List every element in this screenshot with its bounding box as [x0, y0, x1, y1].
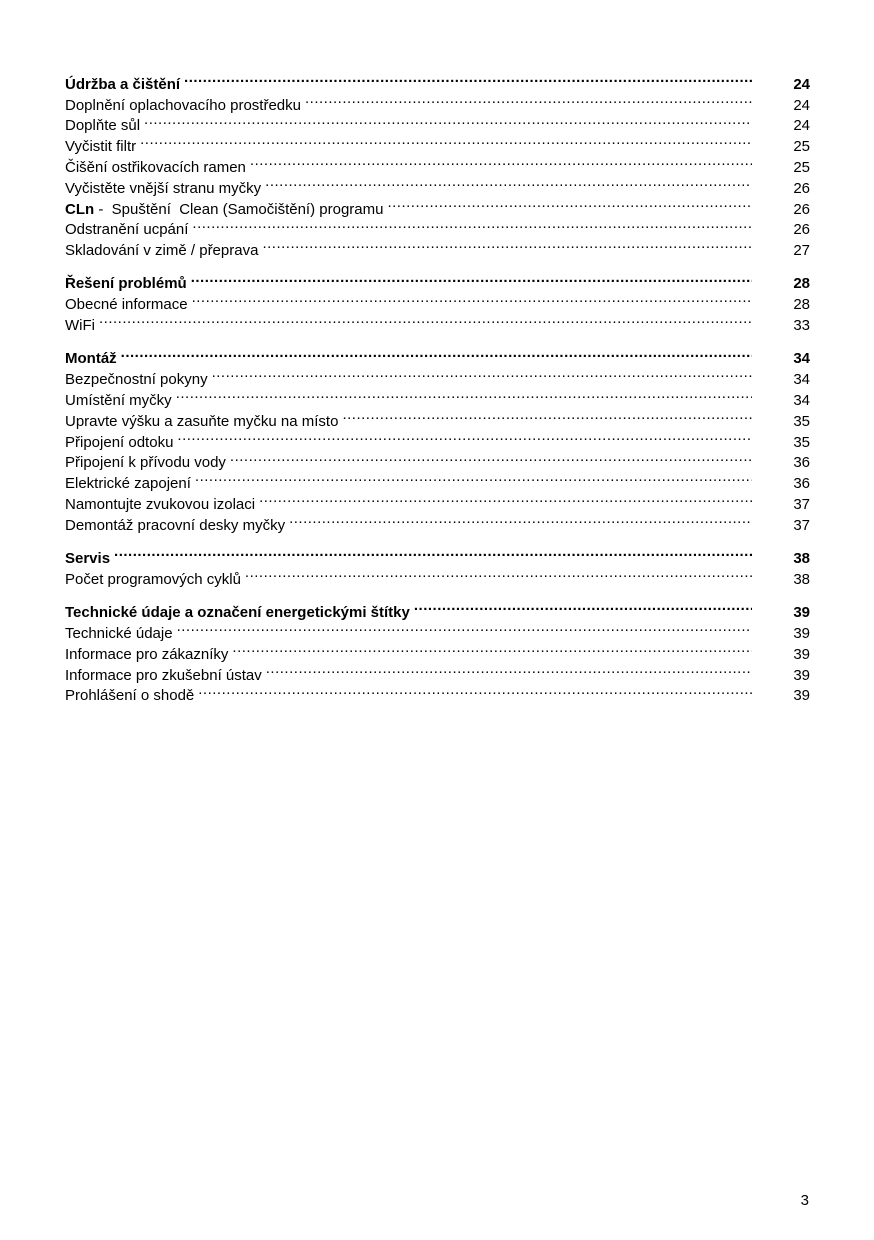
dot-leader [305, 89, 752, 110]
toc-heading-title: Údržba a čištění [65, 75, 181, 93]
toc-item[interactable] [65, 426, 810, 451]
toc-item-page: 36 [793, 475, 810, 493]
toc-item-prefix: CLn [65, 200, 95, 218]
toc-item-page: 39 [793, 645, 810, 663]
toc-item-title: Elektrické zapojení [65, 475, 191, 493]
toc-item[interactable] [65, 638, 810, 663]
toc-item-title: Upravte výšku a zasuňte myčku na místo [65, 412, 339, 430]
toc-heading-page: 39 [793, 604, 810, 622]
dot-leader [177, 617, 752, 638]
toc-item[interactable] [65, 617, 810, 642]
toc-item-page: 34 [793, 371, 810, 389]
toc-item-page: 34 [793, 391, 810, 409]
toc-heading-title: Technické údaje a označení energetickými štítky [65, 604, 410, 622]
toc-item-title: WiFi [65, 317, 95, 335]
toc-heading-page: 34 [793, 350, 810, 368]
toc-item-page: 37 [793, 495, 810, 513]
toc-item-title: Bezpečnostní pokyny [65, 371, 208, 389]
toc-item-title: Prohlášení o shodě [65, 687, 195, 705]
toc-item-title: Technické údaje [65, 624, 173, 642]
dot-leader [414, 596, 752, 617]
toc-item[interactable] [65, 130, 810, 156]
toc-item[interactable] [65, 363, 810, 389]
toc-item-title: Demontáž pracovní desky myčky [65, 516, 286, 534]
toc-item-title: Vyčistit filtr [65, 138, 137, 156]
toc-item-page: 25 [793, 138, 810, 156]
toc-section-reseni-problemu [65, 268, 810, 335]
dot-leader [99, 309, 752, 330]
dot-leader [266, 659, 752, 680]
toc-heading-title: Řešení problémů [65, 275, 187, 293]
toc-section-montaz [65, 343, 810, 534]
toc-item-page: 39 [793, 666, 810, 684]
dot-leader [177, 426, 752, 447]
toc-heading-page: 28 [793, 275, 810, 293]
toc-item[interactable] [65, 447, 810, 472]
dot-leader [212, 363, 752, 384]
page-number: 3 [800, 1192, 809, 1209]
toc-heading-title: Servis [65, 550, 111, 568]
toc-heading[interactable] [65, 343, 810, 368]
toc-item[interactable] [65, 110, 810, 135]
toc-item-page: 27 [793, 242, 810, 260]
dot-leader [184, 68, 752, 89]
toc-item-title: Obecné informace [65, 296, 188, 314]
toc-heading-page: 38 [793, 550, 810, 568]
toc-section-udrzba [65, 68, 810, 260]
toc-item-title: Připojení k přívodu vody [65, 454, 226, 472]
toc-item-page: 26 [793, 200, 810, 218]
dot-leader [245, 563, 752, 584]
toc-heading[interactable] [65, 268, 810, 293]
toc-item-page: 24 [793, 96, 810, 114]
toc-heading-page: 24 [793, 75, 810, 93]
toc-item-title: Vyčistěte vnější stranu myčky [65, 179, 262, 197]
toc-item-page: 25 [793, 158, 810, 176]
toc-item[interactable] [65, 405, 810, 430]
toc-item-title-text: - Spuštění Clean (Samočištění) programu [94, 200, 384, 218]
dot-leader [387, 193, 752, 214]
toc-item-title: Umístění myčky [65, 391, 172, 409]
toc-item-page: 24 [793, 117, 810, 135]
table-of-contents [65, 68, 810, 713]
toc-item-title: Namontujte zvukovou izolaci [65, 495, 256, 513]
toc-item-page: 39 [793, 687, 810, 705]
toc-section-technicke-udaje [65, 596, 810, 705]
dot-leader [250, 151, 752, 172]
toc-item-page: 39 [793, 624, 810, 642]
toc-item-title: Doplňte sůl [65, 117, 141, 135]
toc-item-title: Čišění ostřikovacích ramen [65, 158, 246, 176]
toc-item[interactable] [65, 563, 810, 588]
toc-item-page: 36 [793, 454, 810, 472]
dot-leader [176, 384, 752, 405]
toc-heading[interactable] [65, 68, 810, 93]
dot-leader [121, 343, 752, 364]
toc-item-page: 26 [793, 179, 810, 197]
dot-leader [259, 488, 752, 509]
dot-leader [192, 214, 752, 235]
dot-leader [192, 288, 752, 309]
toc-item-title: Informace pro zákazníky [65, 645, 229, 663]
toc-item-page: 37 [793, 516, 810, 534]
toc-item-title: Počet programových cyklů [65, 570, 241, 588]
dot-leader [262, 234, 752, 255]
dot-leader [265, 172, 752, 193]
dot-leader [198, 680, 752, 701]
dot-leader [342, 405, 752, 426]
toc-item-title: Informace pro zkušební ústav [65, 666, 262, 684]
dot-leader [232, 638, 752, 659]
toc-section-servis [65, 542, 810, 588]
toc-item-title: Skladování v zimě / přeprava [65, 242, 259, 260]
dot-leader [289, 509, 752, 530]
dot-leader [230, 447, 752, 468]
toc-item[interactable] [65, 151, 810, 176]
toc-item-page: 26 [793, 221, 810, 239]
toc-heading[interactable] [65, 542, 810, 568]
toc-item[interactable] [65, 384, 810, 409]
toc-item-page: 38 [793, 570, 810, 588]
toc-item[interactable] [65, 309, 810, 335]
toc-item-title: Odstranění ucpání [65, 221, 189, 239]
dot-leader [195, 467, 752, 488]
toc-item-title: Doplnění oplachovacího prostředku [65, 96, 301, 114]
dot-leader [144, 110, 752, 131]
dot-leader [140, 130, 752, 151]
toc-heading-title: Montáž [65, 350, 117, 368]
dot-leader [114, 542, 752, 563]
toc-item-page: 35 [793, 412, 810, 430]
toc-heading[interactable] [65, 596, 810, 622]
toc-item-page: 33 [793, 317, 810, 335]
toc-item-title: Připojení odtoku [65, 433, 174, 451]
toc-item-page: 35 [793, 433, 810, 451]
dot-leader [191, 268, 752, 289]
toc-item-page: 28 [793, 296, 810, 314]
